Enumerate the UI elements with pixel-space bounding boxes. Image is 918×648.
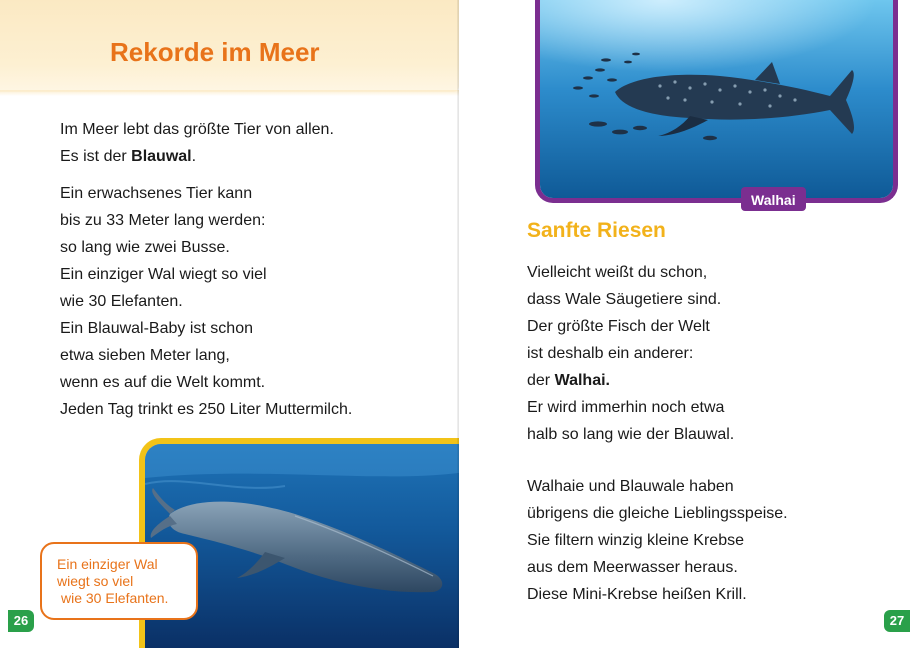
text-line: Diese Mini-Krebse heißen Krill.	[527, 586, 747, 603]
text-line: aus dem Meerwasser heraus.	[527, 559, 738, 576]
bold-term-walhai: Walhai.	[554, 372, 610, 389]
text-line: Walhaie und Blauwale haben	[527, 478, 734, 495]
page-number-left: 26	[8, 610, 34, 632]
whale-shark-photo	[535, 0, 898, 203]
callout-line: Ein einziger Wal	[57, 556, 158, 572]
text-line: Der größte Fisch der Welt	[527, 318, 710, 335]
callout-line: wiegt so viel	[57, 573, 134, 589]
page-title: Rekorde im Meer	[110, 37, 320, 67]
page-number-right: 27	[884, 610, 910, 632]
intro-paragraph	[60, 116, 334, 170]
text-line: bis zu 33 Meter lang werden:	[60, 212, 266, 229]
text-line: wenn es auf die Welt kommt.	[60, 374, 266, 391]
facts-paragraph	[60, 180, 352, 423]
bold-term-blauwal: Blauwal	[131, 148, 192, 165]
fact-callout	[40, 542, 198, 620]
text-line: Ein Blauwal-Baby ist schon	[60, 320, 253, 337]
text-line: halb so lang wie der Blauwal.	[527, 426, 735, 443]
section-title: Sanfte Riesen	[527, 219, 666, 242]
text-line: Jeden Tag trinkt es 250 Liter Muttermilch.	[60, 401, 353, 418]
photo-caption: Walhai	[741, 187, 806, 211]
text-line: so lang wie zwei Busse.	[60, 239, 230, 256]
text-line: übrigens die gleiche Lieblingsspeise.	[527, 505, 788, 522]
text-line: Ein einziger Wal wiegt so viel	[60, 266, 267, 283]
text-line: Sie filtern winzig kleine Krebse	[527, 532, 744, 549]
text-line: Es ist der Blauwal.	[60, 148, 197, 165]
text-line: Er wird immerhin noch etwa	[527, 399, 725, 416]
text-line: der Walhai.	[527, 372, 610, 389]
text-line: wie 30 Elefanten.	[60, 293, 183, 310]
text-line: Vielleicht weißt du schon,	[527, 264, 708, 281]
text-line: Ein erwachsenes Tier kann	[60, 185, 253, 202]
callout-line: wie 30 Elefanten.	[61, 590, 169, 606]
text-line: etwa sieben Meter lang,	[60, 347, 230, 364]
text-line: dass Wale Säugetiere sind.	[527, 291, 722, 308]
krill-paragraph	[527, 473, 788, 608]
text-line: Im Meer lebt das größte Tier von allen.	[60, 121, 334, 138]
text-line: ist deshalb ein anderer:	[527, 345, 694, 362]
whale-shark-paragraph	[527, 259, 734, 448]
